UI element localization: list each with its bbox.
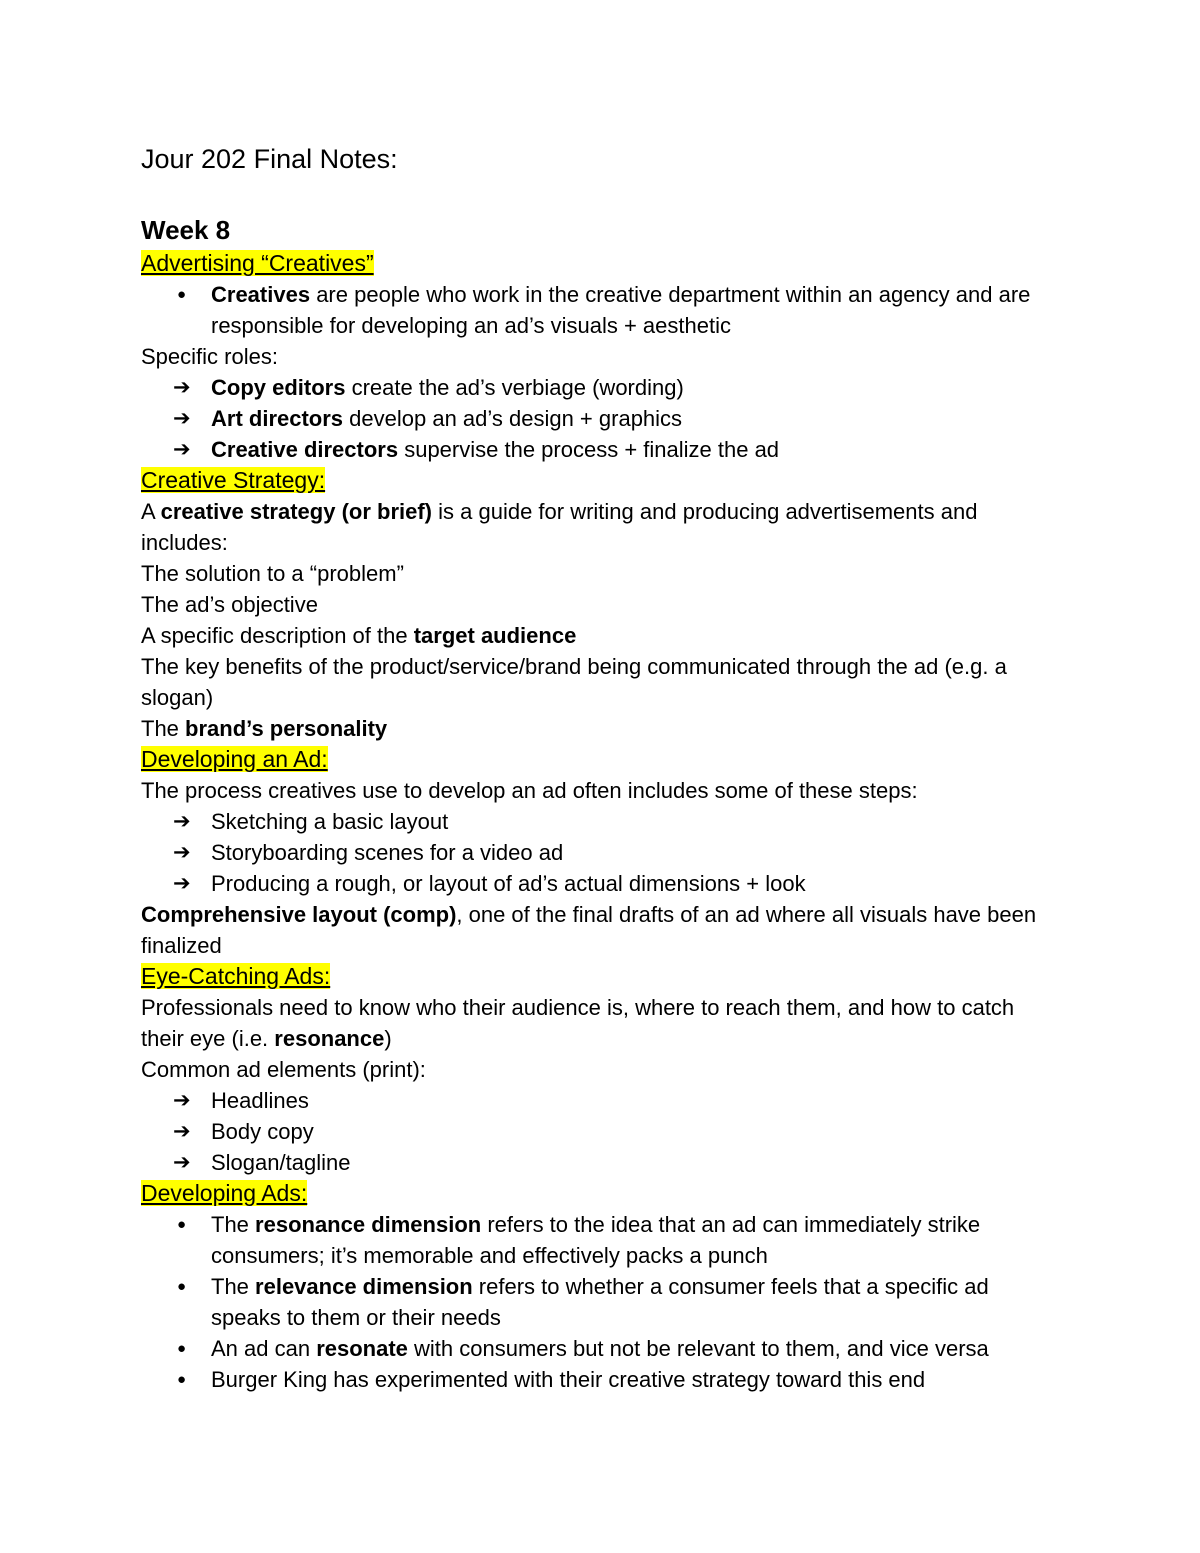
section-heading-developing-ads: Developing Ads: (141, 1180, 308, 1206)
text-line: Common ad elements (print): (141, 1057, 426, 1082)
bullet-item: ● The resonance dimension refers to the idea that an ad can immediately strike consumers; it’s memorable and effectively packs a punch (141, 1209, 1061, 1271)
arrow-item: ➔ Storyboarding scenes for a video ad (141, 837, 1061, 868)
arrow-item: ➔ Copy editors create the ad’s verbiage (wording) (141, 372, 1061, 403)
bullet-item: ● The relevance dimension refers to whether a consumer feels that a specific ad speaks to them or their needs (141, 1271, 1061, 1333)
arrow-item: ➔ Producing a rough, or layout of ad’s actual dimensions + look (141, 868, 1061, 899)
text-line: The solution to a “problem” (141, 561, 404, 586)
section-heading-creative-strategy: Creative Strategy: (141, 467, 326, 493)
strategy-intro: A creative strategy (or brief) is a guide for writing and producing advertisements and includes: (141, 499, 978, 555)
bullet-icon: ● (177, 1216, 187, 1233)
text-line: The process creatives use to develop an ad often includes some of these steps: (141, 778, 918, 803)
roles-label: Specific roles: (141, 344, 278, 369)
comp-definition: Comprehensive layout (comp), one of the final drafts of an ad where all visuals have been finalized (141, 902, 1037, 958)
arrow-icon: ➔ (173, 438, 191, 461)
bullet-icon: ● (177, 286, 187, 303)
section-heading-eye-catching-ads: Eye-Catching Ads: (141, 963, 331, 989)
bullet-item: ● Creatives are people who work in the creative department within an agency and are responsible for developing an ad’s visuals + aesthetic (141, 279, 1061, 341)
arrow-item: ➔ Art directors develop an ad’s design + graphics (141, 403, 1061, 434)
text-line: Professionals need to know who their audience is, where to reach them, and how to catch their eye (i.e. resonance) (141, 995, 1015, 1051)
arrow-icon: ➔ (173, 841, 191, 864)
document-title: Jour 202 Final Notes: (141, 144, 398, 174)
arrow-item: ➔ Headlines (141, 1085, 1061, 1116)
arrow-icon: ➔ (173, 810, 191, 833)
section-heading-creatives: Advertising “Creatives” (141, 250, 374, 276)
bullet-item: ● An ad can resonate with consumers but not be relevant to them, and vice versa (141, 1333, 1061, 1364)
arrow-icon: ➔ (173, 1120, 191, 1143)
arrow-item: ➔ Slogan/tagline (141, 1147, 1061, 1178)
arrow-item: ➔ Creative directors supervise the process + finalize the ad (141, 434, 1061, 465)
section-heading-developing-an-ad: Developing an Ad: (141, 746, 328, 772)
arrow-icon: ➔ (173, 1151, 191, 1174)
bullet-item: ● Burger King has experimented with their creative strategy toward this end (141, 1364, 1061, 1395)
text-line: The key benefits of the product/service/brand being communicated through the ad (e.g. a slogan) (141, 654, 1007, 710)
text-line: The ad’s objective (141, 592, 318, 617)
arrow-icon: ➔ (173, 872, 191, 895)
arrow-icon: ➔ (173, 407, 191, 430)
bullet-icon: ● (177, 1340, 187, 1357)
arrow-item: ➔ Sketching a basic layout (141, 806, 1061, 837)
week-heading: Week 8 (141, 215, 231, 245)
arrow-icon: ➔ (173, 1089, 191, 1112)
arrow-icon: ➔ (173, 376, 191, 399)
bullet-icon: ● (177, 1278, 187, 1295)
text-line: A specific description of the target audience (141, 623, 577, 648)
bullet-icon: ● (177, 1371, 187, 1388)
arrow-item: ➔ Body copy (141, 1116, 1061, 1147)
document-body (141, 140, 1061, 1395)
text-line: The brand’s personality (141, 716, 388, 741)
